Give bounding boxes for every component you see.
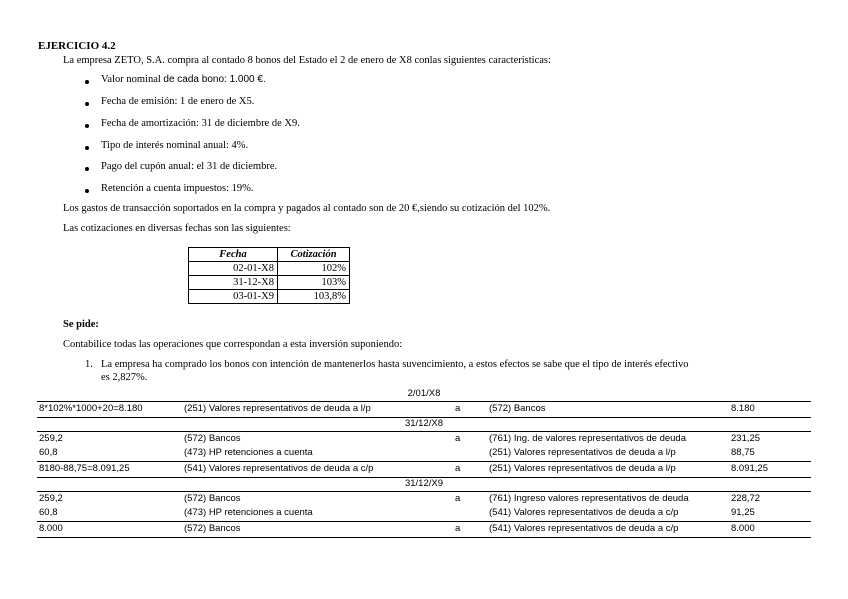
table-header-row <box>189 248 350 262</box>
bullet-emision: Fecha de emisión: 1 de enero de X5. <box>101 96 255 107</box>
journal-row <box>37 402 811 417</box>
credit-amount: 88,75 <box>731 447 755 458</box>
divider <box>37 537 811 538</box>
debit-account: (251) Valores representativos de deuda a l/p <box>184 403 371 414</box>
credit-amount: 231,25 <box>731 433 761 444</box>
a-separator: a <box>455 523 461 534</box>
table-row <box>189 262 350 276</box>
journal-row <box>37 492 811 507</box>
se-pide-heading: Se pide: <box>63 319 99 330</box>
debit-account: (473) HP retenciones a cuenta <box>184 507 313 518</box>
cell-cotizacion: 102% <box>278 262 350 276</box>
table-row <box>189 276 350 290</box>
bullet-amortizacion: Fecha de amortización: 31 de diciembre de X9. <box>101 118 300 129</box>
credit-account: (251) Valores representativos de deuda a l/p <box>489 447 676 458</box>
debit-amount: 8*102%*1000+20=8.180 <box>39 403 143 414</box>
credit-account: (541) Valores representativos de deuda a c/p <box>489 507 679 518</box>
table-row <box>189 290 350 304</box>
bullet-tipo-interes: Tipo de interés nominal anual: 4%. <box>101 140 249 151</box>
bullet-dot <box>85 124 89 128</box>
bullet-dot <box>85 189 89 193</box>
a-separator: a <box>455 463 461 474</box>
journal-row <box>37 462 811 477</box>
journal-row <box>37 522 811 537</box>
credit-account: (761) Ingreso valores representativos de deuda <box>489 493 689 504</box>
gastos-paragraph: Los gastos de transacción soportados en la compra y pagados al contado son de 20 €,siendo su cotización del 102%. <box>63 203 551 214</box>
item-number: 1. <box>85 359 93 370</box>
bullet-dot <box>85 146 89 150</box>
header-cotizacion: Cotización <box>278 248 350 262</box>
bullet-nominal <box>101 74 266 85</box>
credit-amount: 228,72 <box>731 493 761 504</box>
bullet-dot <box>85 102 89 106</box>
cell-fecha: 31-12-X8 <box>189 276 278 290</box>
credit-account: (251) Valores representativos de deuda a l/p <box>489 463 676 474</box>
debit-account: (541) Valores representativos de deuda a c/p <box>184 463 374 474</box>
cell-fecha: 02-01-X8 <box>189 262 278 276</box>
cell-cotizacion: 103% <box>278 276 350 290</box>
debit-amount: 60,8 <box>39 447 58 458</box>
credit-account: (541) Valores representativos de deuda a c/p <box>489 523 679 534</box>
credit-amount: 8.180 <box>731 403 755 414</box>
bullet-retencion: Retención a cuenta impuestos: 19%. <box>101 183 254 194</box>
bullet-dot <box>85 167 89 171</box>
journal-date: 2/01/X8 <box>407 388 441 399</box>
exercise-title: EJERCICIO 4.2 <box>38 40 116 52</box>
debit-amount: 8.000 <box>39 523 63 534</box>
bullet-text-b: de cada bono: 1.000 €. <box>163 74 266 85</box>
cotizaciones-intro: Las cotizaciones en diversas fechas son las siguientes: <box>63 223 291 234</box>
journal-date: 31/12/X9 <box>404 478 444 489</box>
bullet-pago-cupon: Pago del cupón anual: el 31 de diciembre. <box>101 161 278 172</box>
debit-account: (572) Bancos <box>184 523 241 534</box>
journal-row <box>37 506 811 521</box>
a-separator: a <box>455 493 461 504</box>
cotizaciones-table <box>188 247 350 304</box>
journal-date: 31/12/X8 <box>404 418 444 429</box>
bullet-text: Valor nominal <box>101 74 164 85</box>
contabilice-paragraph: Contabilice todas las operaciones que correspondan a esta inversión suponiendo: <box>63 339 403 350</box>
debit-amount: 8180-88,75=8.091,25 <box>39 463 130 474</box>
journal-row <box>37 432 811 447</box>
credit-amount: 8.000 <box>731 523 755 534</box>
debit-amount: 259,2 <box>39 493 63 504</box>
item-text-line2: es 2,827%. <box>101 372 148 383</box>
intro-paragraph: La empresa ZETO, S.A. compra al contado 8 bonos del Estado el 2 de enero de X8 conlas siguientes características: <box>63 55 551 66</box>
debit-amount: 259,2 <box>39 433 63 444</box>
a-separator: a <box>455 403 461 414</box>
a-separator: a <box>455 433 461 444</box>
item-text-line1: La empresa ha comprado los bonos con intención de mantenerlos hasta suvencimiento, a estos efectos se sabe que el tipo de interés efectivo <box>101 359 689 370</box>
cell-cotizacion: 103,8% <box>278 290 350 304</box>
bullet-dot <box>85 80 89 84</box>
header-fecha: Fecha <box>189 248 278 262</box>
debit-account: (572) Bancos <box>184 493 241 504</box>
credit-account: (572) Bancos <box>489 403 546 414</box>
debit-amount: 60,8 <box>39 507 58 518</box>
credit-account: (761) Ing. de valores representativos de deuda <box>489 433 686 444</box>
journal-row <box>37 446 811 461</box>
cell-fecha: 03-01-X9 <box>189 290 278 304</box>
debit-account: (572) Bancos <box>184 433 241 444</box>
credit-amount: 91,25 <box>731 507 755 518</box>
debit-account: (473) HP retenciones a cuenta <box>184 447 313 458</box>
credit-amount: 8.091,25 <box>731 463 768 474</box>
